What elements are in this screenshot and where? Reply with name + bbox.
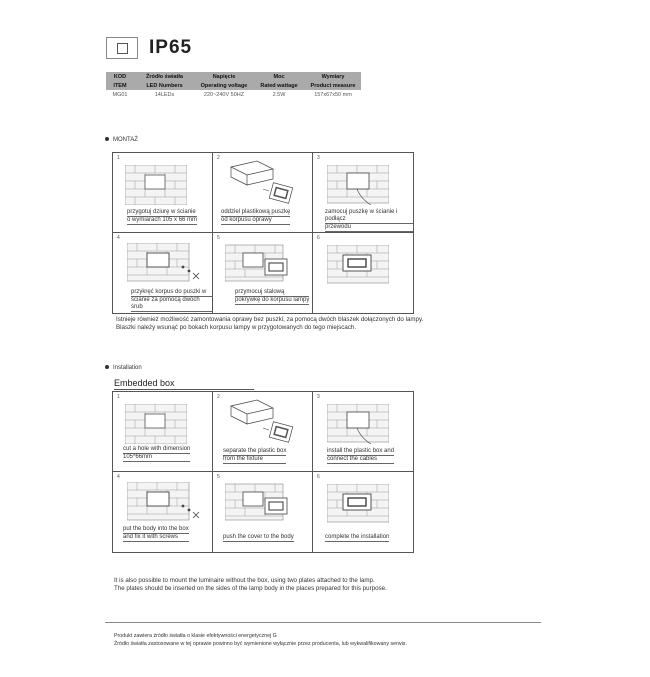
caption-line: put the body into the box (123, 526, 189, 532)
spec-table (106, 72, 361, 99)
step-number: 5 (217, 235, 220, 241)
step-caption (235, 289, 309, 305)
step-number: 6 (317, 474, 320, 480)
montaz-step-4 (113, 233, 213, 313)
step-number: 2 (217, 155, 220, 161)
montaz-step-3 (313, 153, 413, 233)
step-caption (123, 446, 190, 462)
table-cell: Wymiary (305, 72, 361, 81)
bullet-icon (105, 365, 109, 369)
cover-to-body-icon (225, 241, 295, 287)
body-into-box-icon (127, 482, 203, 524)
heading-underline (114, 389, 254, 390)
step-caption (131, 289, 212, 312)
box-in-wall-icon (327, 165, 389, 207)
cover-to-body-icon (225, 480, 295, 526)
montaz-step-5 (213, 233, 313, 313)
installation-note (114, 577, 387, 593)
table-row (106, 72, 361, 81)
product-title: IP65 (149, 37, 193, 58)
step-number: 3 (317, 394, 320, 400)
table-cell: LED Numbers (134, 81, 195, 90)
note-line: Istnieje również możliwość zamontowania oprawy bez puszki, za pomocą dwóch blaszek dołączonych do lampy. (116, 316, 424, 323)
table-cell: KOD (106, 72, 134, 81)
step-caption (221, 209, 290, 225)
caption-line: przymocuj stalową (235, 289, 309, 297)
table-cell: 14LEDs (154, 91, 175, 98)
caption-line: and fix it with screws (123, 534, 189, 542)
note-line: Blaszki należy wsunąć po bokach korpusu lampy w przygotowanych do tego miejscach. (116, 324, 357, 331)
finished-lamp-icon (327, 484, 389, 526)
step-number: 2 (217, 394, 220, 400)
install-step-3 (313, 392, 413, 472)
caption-line: 105*66mm (123, 454, 190, 462)
step-number: 4 (117, 474, 120, 480)
table-cell: Product measure (305, 81, 361, 90)
caption-line: ścianie za pomocą dwóch śrub (131, 297, 212, 312)
caption-line: from the fixture (223, 456, 286, 464)
footer-line: Produkt zawiera źródło światła o klasie efektywności energetycznej G (114, 633, 277, 639)
step-caption (127, 209, 197, 225)
montaz-step-2 (213, 153, 313, 233)
step-number: 3 (317, 155, 320, 161)
table-cell: Rated wattage (253, 81, 305, 90)
plastic-box-icon (227, 159, 297, 207)
montaz-heading (105, 137, 138, 143)
step-caption (223, 448, 286, 464)
step-caption (325, 209, 413, 232)
caption-line: o wymiarach 105 x 66 mm (127, 217, 198, 223)
caption-line: przygotuj dziurę w ścianie (127, 209, 196, 215)
brick-wall-hole-icon (125, 404, 187, 444)
montaz-heading-text: MONTAŻ (113, 137, 138, 143)
table-row (106, 90, 361, 99)
table-cell: ITEM (106, 81, 134, 90)
step-number: 6 (317, 235, 320, 241)
table-row (106, 81, 361, 90)
caption-line: install the plastic box and (327, 448, 395, 454)
embedded-box-heading: Embedded box (114, 378, 175, 388)
caption-line: od korpusu oprawy (221, 217, 290, 225)
installation-heading (105, 365, 142, 371)
montaz-steps-grid (112, 152, 414, 314)
step-number: 4 (117, 235, 120, 241)
install-step-4 (113, 472, 213, 552)
installation-steps-grid (112, 391, 414, 553)
step-caption (223, 534, 294, 542)
bullet-icon (105, 137, 109, 141)
plastic-box-icon (227, 398, 297, 446)
table-cell: 157x67x50 mm (314, 91, 352, 98)
caption-line: zamocuj puszkę w ścianie i podłącz (325, 209, 413, 224)
caption-line: przykręć korpus do puszki w (131, 289, 212, 297)
table-cell: Napięcie (195, 72, 253, 81)
step-number: 1 (117, 155, 120, 161)
table-cell: Operating voltage (195, 81, 253, 90)
square-icon (117, 43, 128, 54)
install-step-5 (213, 472, 313, 552)
table-cell: Źródło światła (134, 72, 195, 81)
table-cell: Moc (253, 72, 305, 81)
caption-line: complete the installation (325, 534, 390, 540)
montaz-step-1 (113, 153, 213, 233)
caption-line: connect the cables (327, 456, 394, 464)
step-number: 1 (117, 394, 120, 400)
caption-line: separate the plastic box (223, 448, 287, 454)
caption-line: push the cover to the body (223, 534, 294, 540)
finished-lamp-icon (327, 245, 389, 287)
table-cell: MG01 (112, 91, 128, 98)
box-in-wall-icon (327, 404, 389, 446)
product-logo-box (106, 37, 138, 59)
brick-wall-hole-icon (125, 165, 187, 205)
montaz-note (116, 316, 423, 332)
table-cell: 220~240V 50HZ (203, 91, 245, 98)
note-line: The plates should be inserted on the sides of the lamp body in the places prepared for this purpose. (114, 585, 387, 592)
install-step-6 (313, 472, 413, 552)
footer-line: Źródło światła zastosowane w tej oprawie powinno być wymienione wyłącznie przez producenta, lub wykwalifikowany serwis. (114, 641, 407, 647)
step-number: 5 (217, 474, 220, 480)
footer-divider (105, 622, 541, 623)
step-caption (325, 534, 389, 542)
footer-text (114, 632, 407, 648)
install-step-1 (113, 392, 213, 472)
step-caption (327, 448, 394, 464)
body-into-box-icon (127, 243, 203, 285)
caption-line: pokrywkę do korpusu lampy (235, 297, 310, 303)
install-step-2 (213, 392, 313, 472)
note-line: It is also possible to mount the luminaire without the box, using two plates attached to the lamp. (114, 577, 375, 584)
caption-line: przewodu (325, 224, 413, 232)
montaz-step-6 (313, 233, 413, 313)
step-caption (123, 526, 189, 542)
table-cell: 2.5W (272, 91, 286, 98)
caption-line: oddziel plastikową puszkę (221, 209, 291, 215)
caption-line: cut a hole with dimension (123, 446, 191, 452)
installation-heading-text: Installation (113, 365, 142, 371)
